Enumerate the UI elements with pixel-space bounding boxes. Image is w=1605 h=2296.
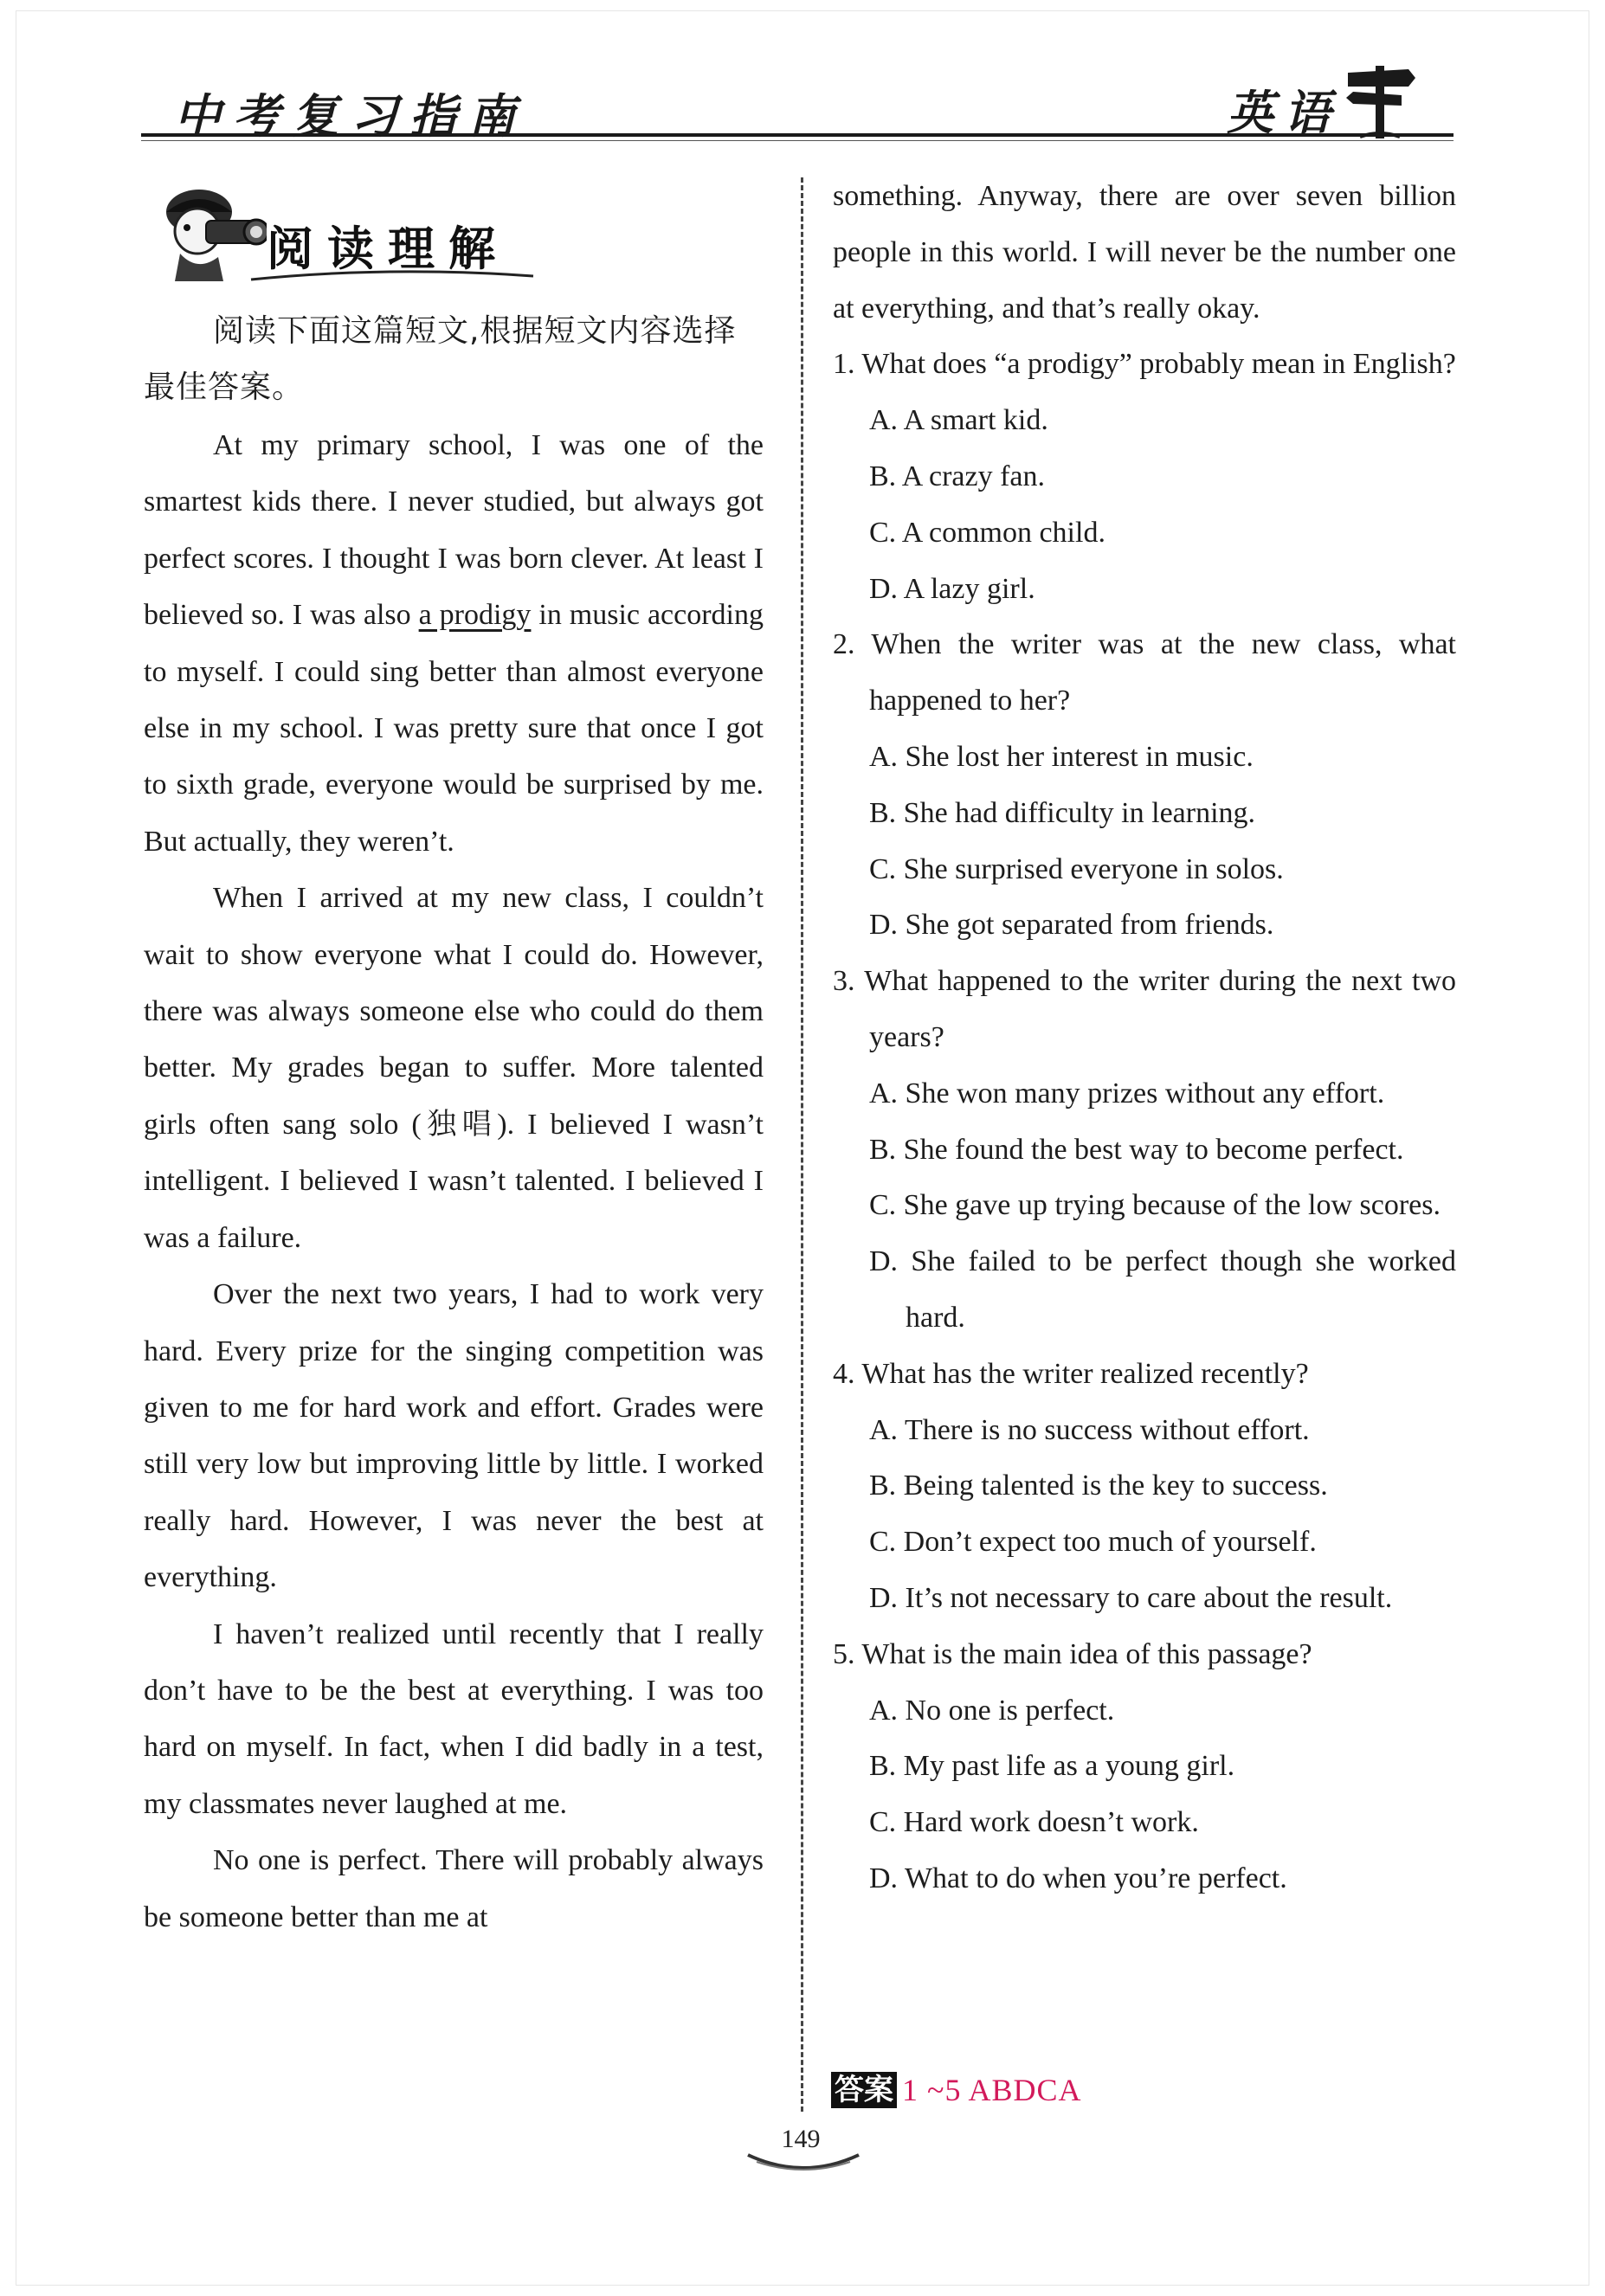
instruction-text: 阅读下面这篇短文,根据短文内容选择最佳答案。 bbox=[144, 313, 737, 405]
left-column bbox=[144, 303, 764, 1945]
question-stem: 2. When the writer was at the new class, what happened to her? bbox=[833, 628, 1456, 717]
answer-key bbox=[831, 2070, 1082, 2110]
question-option: B. Being talented is the key to success. bbox=[869, 1470, 1328, 1502]
signpost-icon bbox=[1341, 61, 1419, 140]
question-option: A. No one is perfect. bbox=[869, 1694, 1115, 1727]
question-option: C. Hard work doesn’t work. bbox=[869, 1806, 1199, 1839]
question-2 bbox=[833, 617, 1456, 954]
question-option: D. It’s not necessary to care about the result. bbox=[869, 1581, 1393, 1614]
question-stem: 1. What does “a prodigy” probably mean in English? bbox=[833, 348, 1456, 381]
question-stem: 4. What has the writer realized recently? bbox=[833, 1357, 1309, 1390]
passage-paragraph-4: I haven’t realized until recently that I really don’t have to be the best at everything. I was too hard on myself. In fact, when I did badly in a test, my classmates never laughed at me. bbox=[144, 1617, 764, 1820]
passage-paragraph-3: Over the next two years, I had to work very hard. Every prize for the singing competition was given to me for hard work and effort. Grades were still very low but improving little by little. I worked really hard. However, I was never the best at everything. bbox=[144, 1278, 764, 1594]
passage-p1-end: in music according to myself. I could sing better than almost everyone else in my school. I was pretty sure that once I got to sixth grade, everyone would be surprised by me. But actually, they weren’t. bbox=[144, 599, 764, 858]
right-column bbox=[833, 169, 1456, 1907]
question-option: B. She found the best way to become perfect. bbox=[869, 1133, 1404, 1166]
passage-p1-start: At my primary school, I was one of the smartest kids there. I never studied, but always got perfect scores. I thought I was born clever. At least I believed so. I was also bbox=[144, 429, 764, 632]
question-5 bbox=[833, 1627, 1456, 1907]
header-rule-thin bbox=[141, 140, 1454, 141]
question-option: D. She failed to be perfect though she worked hard. bbox=[869, 1245, 1456, 1334]
question-option: C. She surprised everyone in solos. bbox=[869, 852, 1284, 885]
section-heading bbox=[145, 177, 544, 290]
page-number-ornament bbox=[743, 2143, 864, 2177]
question-option: A. A smart kid. bbox=[869, 404, 1048, 437]
subject-label: 英语 bbox=[1227, 86, 1341, 140]
heading-swoosh-decoration bbox=[249, 264, 535, 286]
question-1 bbox=[833, 337, 1456, 617]
passage-paragraph-5: No one is perfect. There will probably always be someone better than me at bbox=[144, 1844, 764, 1933]
series-title: 中考复习指南 bbox=[174, 89, 527, 144]
underlined-term: a prodigy bbox=[418, 599, 532, 632]
section-title: 阅读理解 bbox=[267, 222, 509, 276]
question-option: C. Don’t expect too much of yourself. bbox=[869, 1526, 1317, 1559]
question-option: B. She had difficulty in learning. bbox=[869, 796, 1256, 829]
answer-badge: 答案 bbox=[831, 2072, 897, 2108]
question-option: A. She lost her interest in music. bbox=[869, 740, 1254, 773]
question-option: B. My past life as a young girl. bbox=[869, 1750, 1235, 1783]
question-option: A. She won many prizes without any effort. bbox=[869, 1077, 1385, 1109]
question-3 bbox=[833, 954, 1456, 1347]
question-option: C. She gave up trying because of the low scores. bbox=[869, 1189, 1441, 1222]
question-option: B. A crazy fan. bbox=[869, 460, 1045, 492]
question-4 bbox=[833, 1347, 1456, 1627]
answer-text: 1 ~5 ABDCA bbox=[902, 2073, 1082, 2107]
header-rule bbox=[141, 133, 1454, 137]
pirate-mascot-with-spyglass-icon bbox=[145, 177, 267, 290]
passage-paragraph-2: When I arrived at my new class, I couldn’t wait to show everyone what I could do. However, there was always someone else who could do them better. My grades began to suffer. More talented girls often sang solo (独唱). I believed I wasn’t intelligent. I believed I wasn’t talented. I believed I was a failure. bbox=[144, 882, 764, 1254]
question-stem: 3. What happened to the writer during the next two years? bbox=[833, 965, 1456, 1053]
question-option: D. She got separated from friends. bbox=[869, 909, 1274, 942]
passage-paragraph-5-continued: something. Anyway, there are over seven billion people in this world. I will never be the number one at everything, and that’s really okay. bbox=[833, 180, 1456, 325]
column-divider bbox=[801, 177, 803, 2112]
page-header bbox=[141, 61, 1454, 143]
question-stem: 5. What is the main idea of this passage? bbox=[833, 1637, 1312, 1670]
page-number: 149 bbox=[781, 2125, 821, 2153]
question-option: D. What to do when you’re perfect. bbox=[869, 1862, 1287, 1894]
question-option: D. A lazy girl. bbox=[869, 572, 1035, 605]
passage-paragraph-1 bbox=[144, 417, 764, 870]
question-option: A. There is no success without effort. bbox=[869, 1413, 1310, 1446]
question-option: C. A common child. bbox=[869, 516, 1105, 549]
